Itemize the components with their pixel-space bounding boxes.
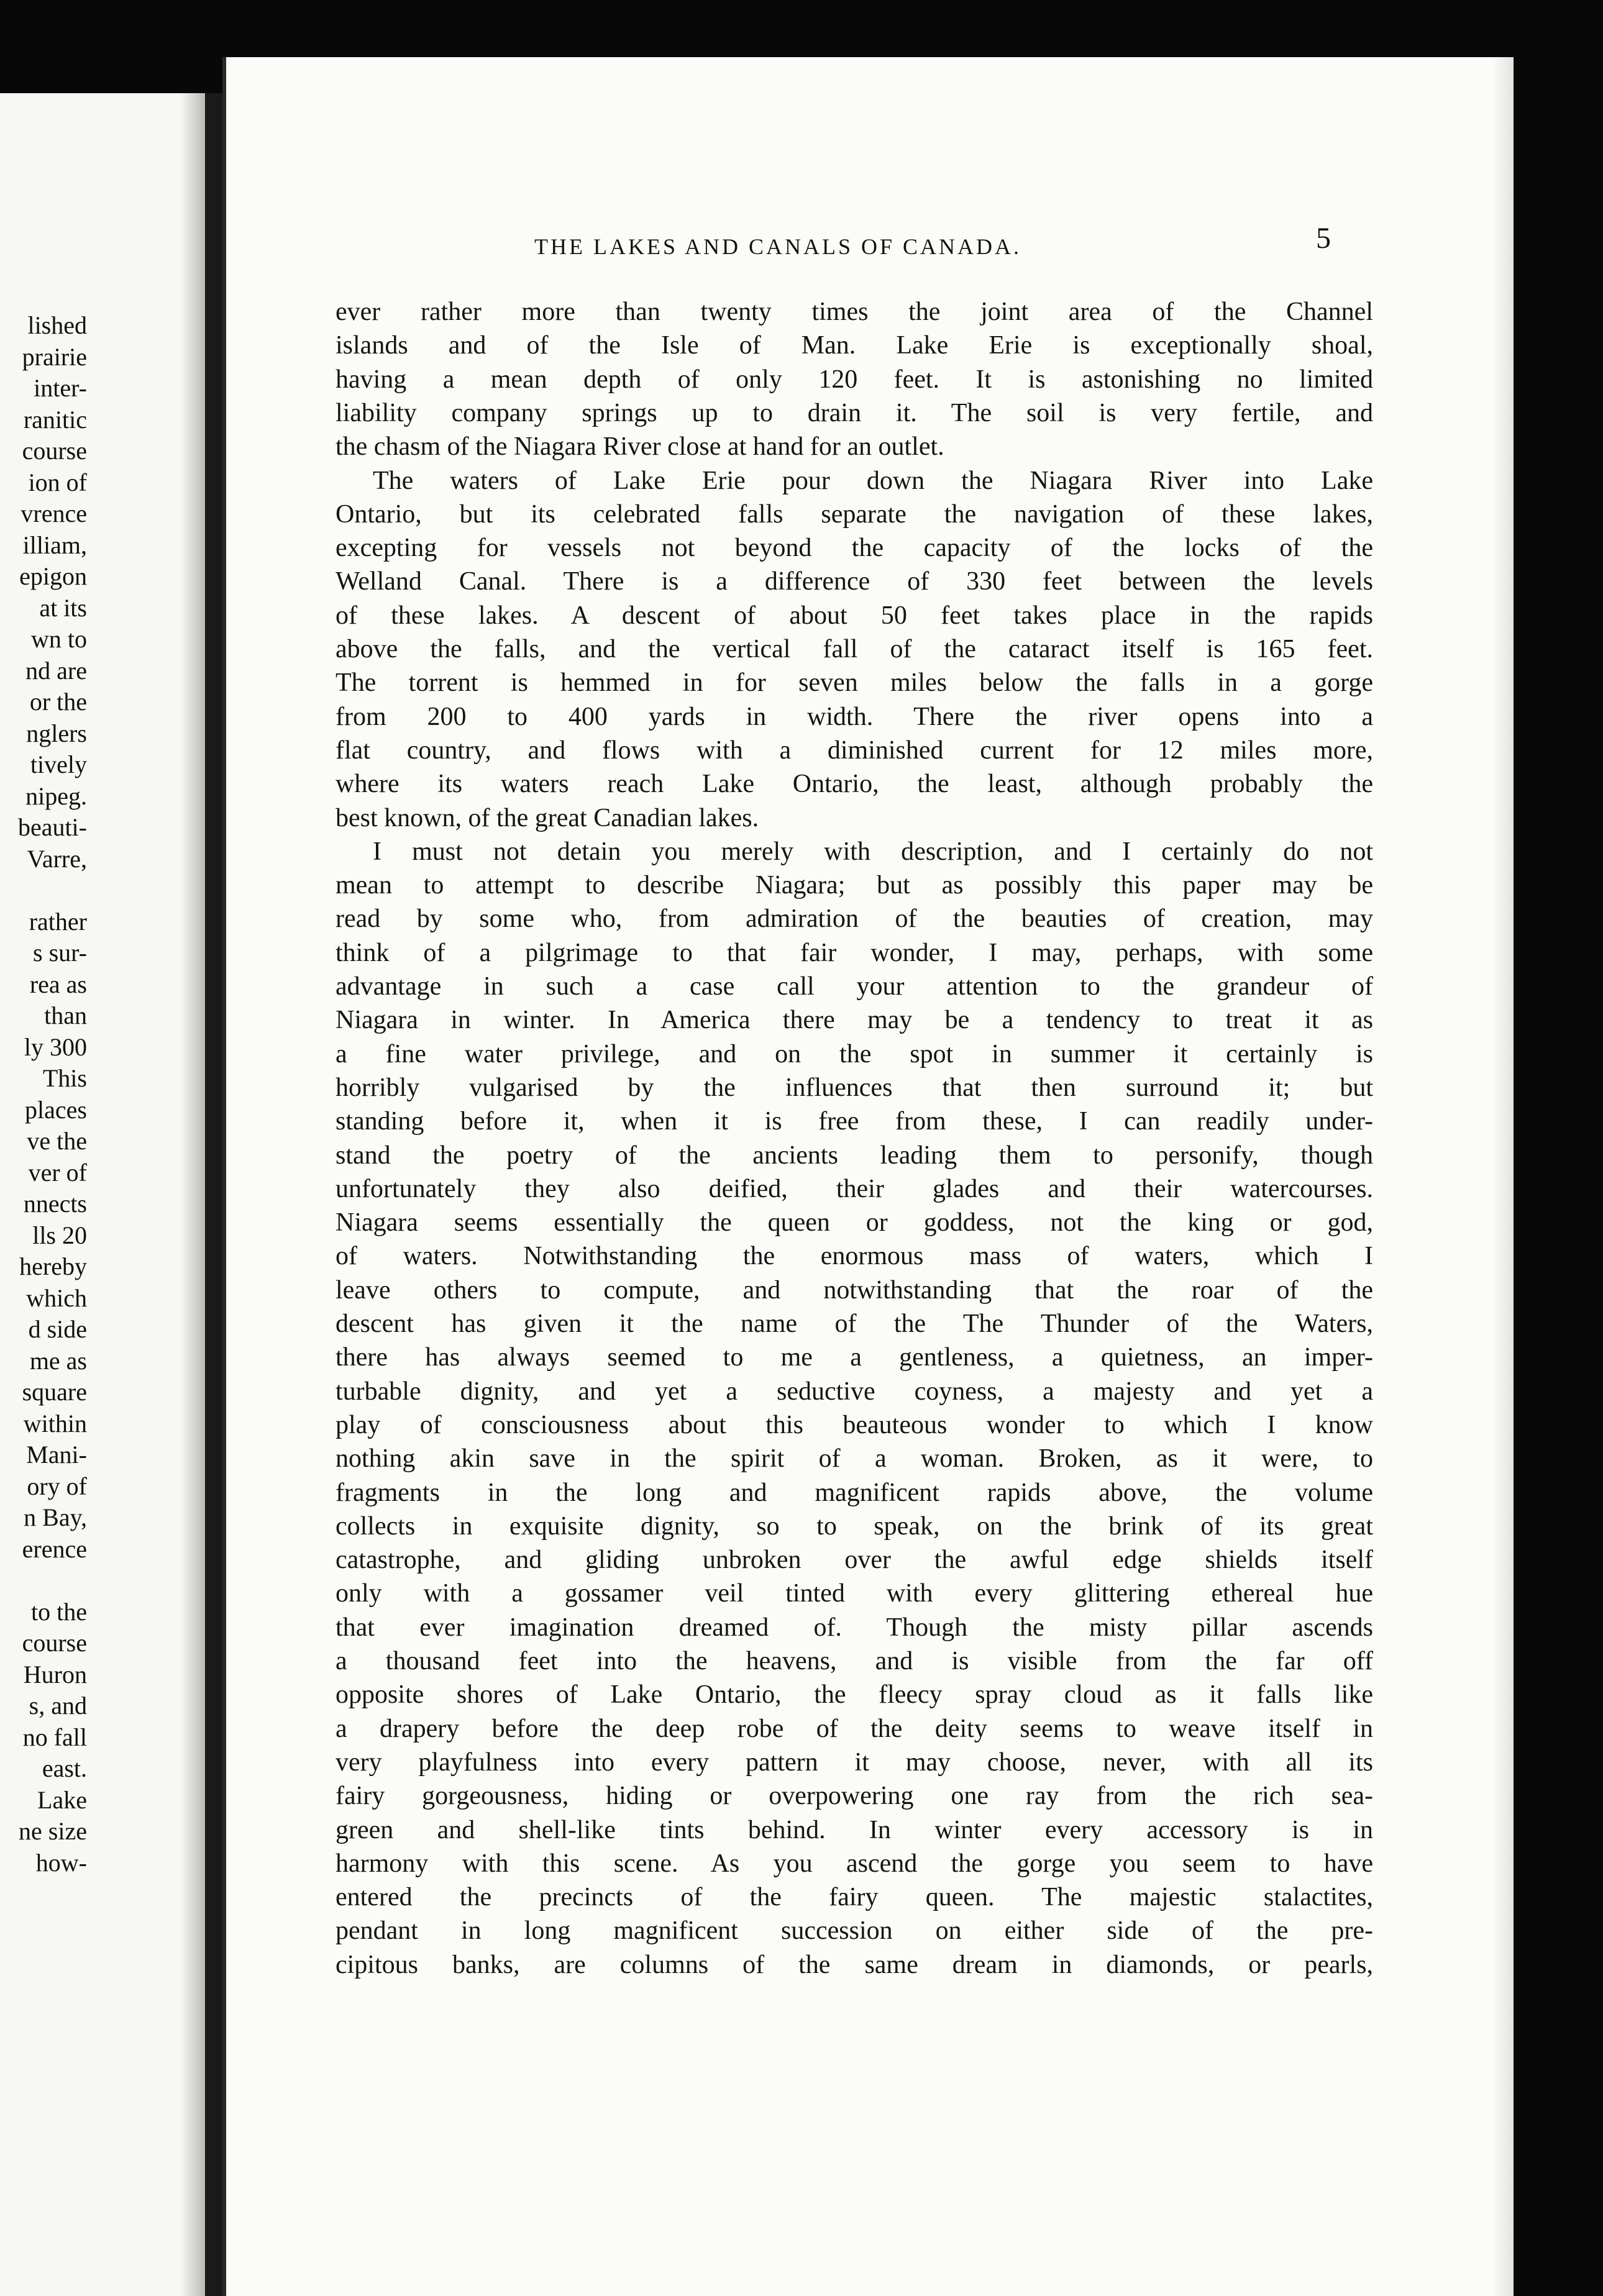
- text-line: that ever imagination dreamed of. Though the misty pillar ascends: [336, 1613, 1373, 1642]
- left-fragment-line: course: [22, 1629, 87, 1657]
- text-line: above the falls, and the vertical fall of the cataract itself is 165 feet.: [336, 635, 1373, 663]
- text-line: a drapery before the deep robe of the deity seems to weave itself in: [336, 1714, 1373, 1743]
- left-fragment-line: at its: [39, 593, 87, 622]
- left-fragment-line: illiam,: [22, 531, 87, 559]
- running-head: THE LAKES AND CANALS OF CANADA.: [534, 234, 1022, 259]
- left-page-shadow: [180, 93, 205, 2296]
- text-line: a thousand feet into the heavens, and is visible from the far off: [336, 1647, 1373, 1675]
- left-fragment-line: hereby: [19, 1252, 87, 1280]
- text-line: green and shell-like tints behind. In winter every accessory is in: [336, 1815, 1373, 1844]
- text-line: The waters of Lake Erie pour down the Niagara River into Lake: [373, 466, 1373, 495]
- text-line: Welland Canal. There is a difference of 330 feet between the levels: [336, 567, 1373, 596]
- text-line: think of a pilgrimage to that fair wonder, I may, perhaps, with some: [336, 938, 1373, 967]
- left-fragment-line: n Bay,: [24, 1503, 87, 1531]
- text-line: turbable dignity, and yet a seductive coyness, a majesty and yet a: [336, 1377, 1373, 1406]
- text-line: catastrophe, and gliding unbroken over the awful edge shields itself: [336, 1546, 1373, 1575]
- left-fragment-line: places: [25, 1095, 87, 1124]
- left-fragment-line: d side: [28, 1315, 87, 1343]
- left-fragment-line: beauti-: [17, 813, 87, 841]
- left-fragment-line: Varre,: [27, 844, 87, 873]
- text-line: the chasm of the Niagara River close at hand for an outlet.: [336, 432, 944, 462]
- left-fragment-line: ne size: [19, 1817, 87, 1845]
- left-fragment-line: epigon: [19, 562, 87, 590]
- left-fragment-line: lished: [27, 311, 87, 339]
- left-fragment-line: ve the: [27, 1127, 87, 1155]
- left-fragment-line: rea as: [29, 970, 87, 998]
- left-page-text-fragments: [0, 311, 87, 1926]
- text-line: of these lakes. A descent of about 50 feet takes place in the rapids: [336, 601, 1373, 630]
- left-fragment-line: me as: [29, 1346, 87, 1375]
- text-line: only with a gossamer veil tinted with every glittering ethereal hue: [336, 1579, 1373, 1608]
- left-fragment-line: nipeg.: [25, 781, 87, 810]
- text-line: from 200 to 400 yards in width. There the river opens into a: [336, 702, 1373, 731]
- text-line: very playfulness into every pattern it may choose, never, with all its: [336, 1747, 1373, 1777]
- left-fragment-line: how-: [35, 1848, 87, 1877]
- text-line: mean to attempt to describe Niagara; but as possibly this paper may be: [336, 871, 1373, 900]
- left-fragment-line: to the: [31, 1597, 87, 1626]
- left-fragment-line: vrence: [21, 499, 87, 527]
- text-line: collects in exquisite dignity, so to speak, on the brink of its great: [336, 1511, 1373, 1541]
- left-fragment-line: rather: [29, 907, 87, 936]
- text-line: unfortunately they also deified, their glades and their watercourses.: [336, 1174, 1373, 1203]
- left-fragment-line: ion of: [28, 468, 87, 496]
- text-line: descent has given it the name of the The Thunder of the Waters,: [336, 1310, 1373, 1338]
- left-fragment-line: east.: [42, 1754, 87, 1782]
- right-page-edge: [1492, 57, 1514, 2296]
- left-fragment-line: Mani-: [26, 1441, 87, 1469]
- left-fragment-line: or the: [29, 688, 87, 716]
- text-line: ever rather more than twenty times the joint area of the Channel: [336, 298, 1373, 326]
- text-line: entered the precincts of the fairy queen. The majestic stalactites,: [336, 1883, 1373, 1912]
- text-line: excepting for vessels not beyond the capacity of the locks of the: [336, 534, 1373, 563]
- left-fragment-line: This: [42, 1064, 87, 1092]
- left-fragment-line: s sur-: [33, 939, 87, 967]
- left-fragment-line: which: [26, 1283, 87, 1312]
- left-fragment-line: ranitic: [23, 405, 87, 434]
- left-fragment-line: nnects: [23, 1190, 87, 1218]
- body-text: [336, 297, 1373, 1987]
- text-line: best known, of the great Canadian lakes.: [336, 803, 759, 832]
- left-fragment-line: inter-: [34, 374, 87, 402]
- text-line: I must not detain you merely with description, and I certainly do not: [373, 837, 1373, 866]
- left-fragment-line: wn to: [31, 625, 87, 653]
- text-line: harmony with this scene. As you ascend the gorge you seem to have: [336, 1849, 1373, 1878]
- text-line: cipitous banks, are columns of the same dream in diamonds, or pearls,: [336, 1950, 1373, 1979]
- text-line: a fine water privilege, and on the spot in summer it certainly is: [336, 1039, 1373, 1068]
- left-fragment-line: tively: [30, 750, 87, 778]
- left-fragment-line: erence: [22, 1534, 87, 1563]
- text-line: Niagara seems essentially the queen or goddess, not the king or god,: [336, 1208, 1373, 1237]
- text-line: read by some who, from admiration of the beauties of creation, may: [336, 904, 1373, 934]
- left-fragment-line: s, and: [29, 1692, 87, 1720]
- text-line: fairy gorgeousness, hiding or overpowering one ray from the rich sea-: [336, 1782, 1373, 1811]
- left-fragment-line: ly 300: [24, 1032, 87, 1061]
- text-line: horribly vulgarised by the influences that then surround it; but: [336, 1073, 1373, 1102]
- left-fragment-line: nd are: [25, 656, 87, 685]
- text-line: of waters. Notwithstanding the enormous mass of waters, which I: [336, 1242, 1373, 1271]
- text-line: islands and of the Isle of Man. Lake Erie is exceptionally shoal,: [336, 331, 1373, 360]
- text-line: play of consciousness about this beauteous wonder to which I know: [336, 1410, 1373, 1439]
- text-line: opposite shores of Lake Ontario, the fleecy spray cloud as it falls like: [336, 1680, 1373, 1710]
- left-fragment-line: Lake: [37, 1785, 87, 1814]
- left-fragment-line: lls 20: [32, 1221, 87, 1249]
- left-fragment-line: than: [44, 1001, 87, 1029]
- left-fragment-line: ory of: [27, 1472, 87, 1500]
- left-fragment-line: ver of: [28, 1158, 87, 1187]
- left-fragment-line: prairie: [22, 342, 87, 371]
- left-fragment-line: Huron: [23, 1660, 87, 1688]
- text-line: there has always seemed to me a gentleness, a quietness, an imper-: [336, 1343, 1373, 1372]
- text-line: nothing akin save in the spirit of a woman. Broken, as it were, to: [336, 1444, 1373, 1474]
- text-line: leave others to compute, and notwithstanding that the roar of the: [336, 1275, 1373, 1305]
- text-line: advantage in such a case call your attention to the grandeur of: [336, 972, 1373, 1001]
- text-line: flat country, and flows with a diminished current for 12 miles more,: [336, 736, 1373, 765]
- text-line: standing before it, when it is free from these, I can readily under-: [336, 1107, 1373, 1136]
- left-fragment-line: within: [23, 1409, 87, 1437]
- text-line: having a mean depth of only 120 feet. It is astonishing no limited: [336, 365, 1373, 394]
- left-fragment-line: no fall: [22, 1723, 87, 1751]
- text-line: The torrent is hemmed in for seven miles below the falls in a gorge: [336, 668, 1373, 698]
- page-number: 5: [1316, 222, 1331, 255]
- text-line: where its waters reach Lake Ontario, the least, although probably the: [336, 770, 1373, 799]
- left-fragment-line: square: [22, 1378, 87, 1406]
- left-fragment-line: nglers: [26, 719, 87, 747]
- text-line: Ontario, but its celebrated falls separate the navigation of these lakes,: [336, 499, 1373, 529]
- left-fragment-line: course: [22, 437, 87, 465]
- text-line: fragments in the long and magnificent rapids above, the volume: [336, 1478, 1373, 1507]
- text-line: Niagara in winter. In America there may be a tendency to treat it as: [336, 1006, 1373, 1035]
- text-line: stand the poetry of the ancients leading them to personify, though: [336, 1141, 1373, 1170]
- text-line: pendant in long magnificent succession on either side of the pre-: [336, 1916, 1373, 1946]
- text-line: liability company springs up to drain it. The soil is very fertile, and: [336, 398, 1373, 427]
